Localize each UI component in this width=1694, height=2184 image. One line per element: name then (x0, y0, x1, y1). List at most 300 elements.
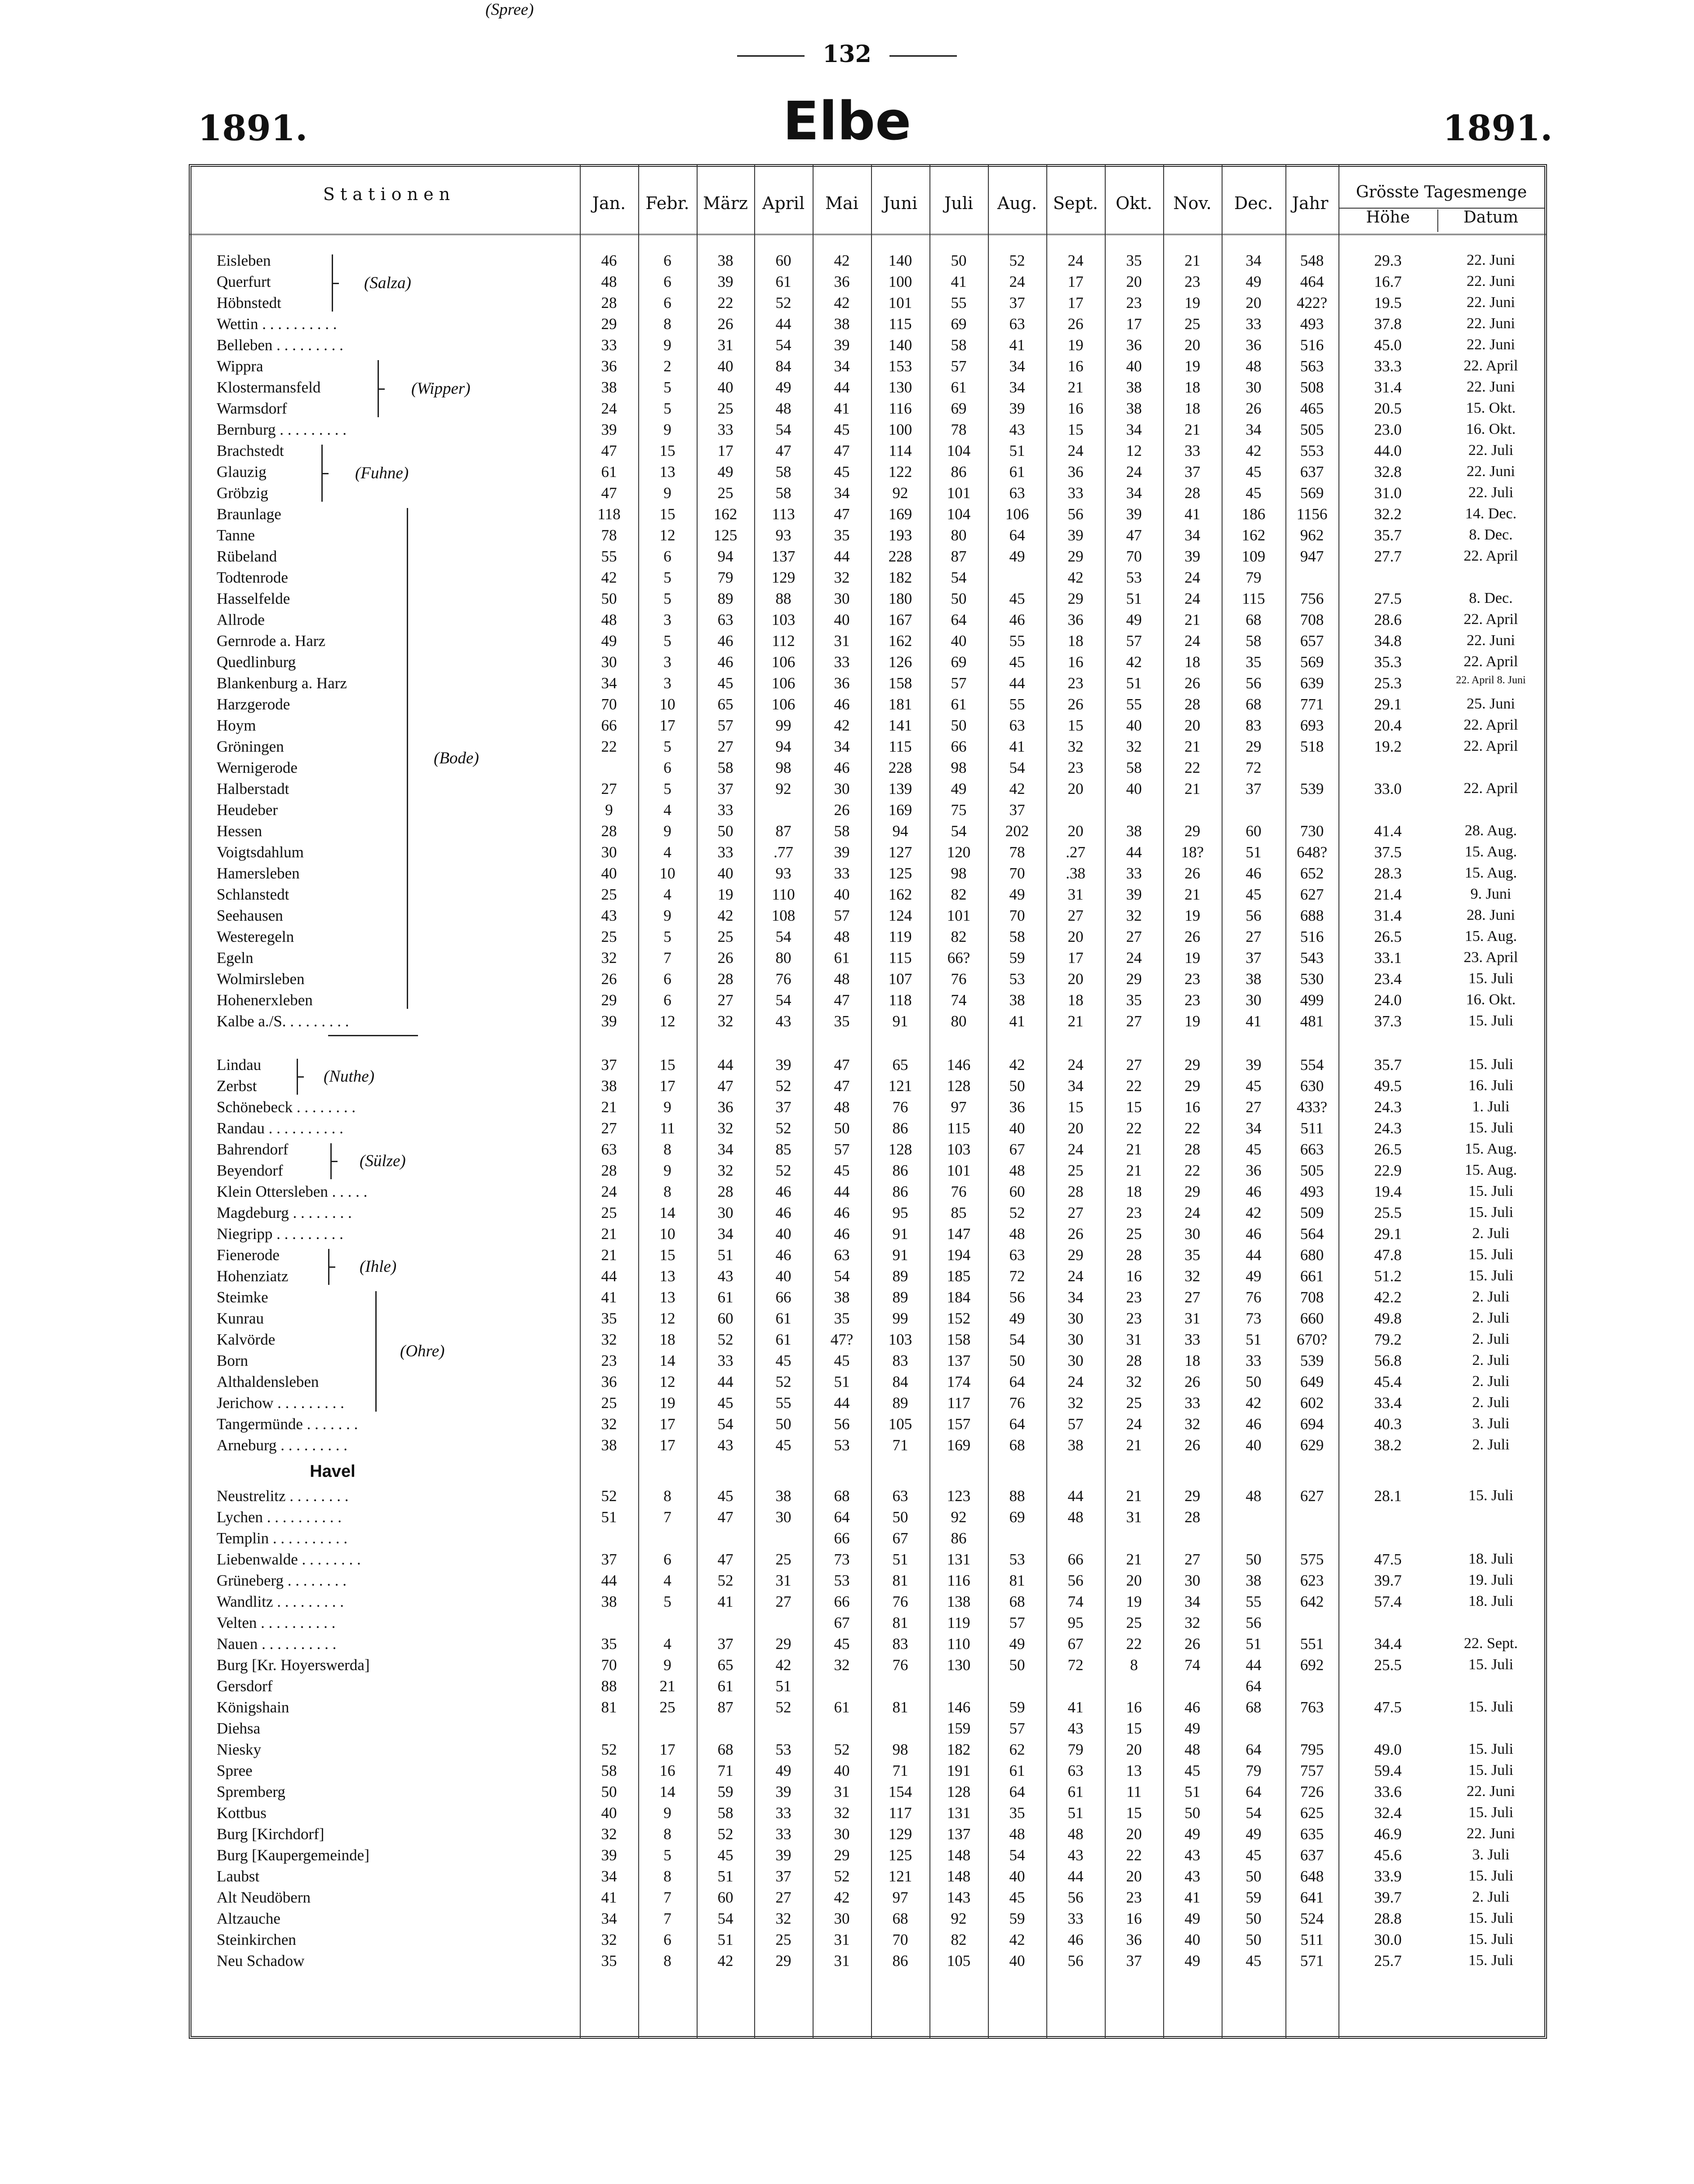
monthly-value: 21 (601, 1246, 617, 1264)
table-row (0, 695, 1694, 717)
max-date: 22. April (1463, 357, 1518, 374)
monthly-value: 17 (1126, 315, 1142, 333)
monthly-value: 46 (834, 695, 850, 713)
monthly-value: 42 (601, 569, 617, 586)
table-row (0, 1804, 1694, 1825)
monthly-value: 30 (775, 1508, 791, 1526)
monthly-value: 53 (1009, 970, 1025, 988)
monthly-value: 59 (1009, 949, 1025, 967)
station-name: Steinkirchen (217, 1931, 296, 1948)
max-date: 15. Aug. (1464, 928, 1517, 945)
monthly-value: 50 (601, 1783, 617, 1801)
monthly-value: 29 (1245, 738, 1262, 755)
monthly-value: 17 (659, 1741, 676, 1758)
monthly-value: 32 (601, 1931, 617, 1948)
monthly-value: 25 (1126, 1614, 1142, 1631)
monthly-value: 21 (1184, 886, 1200, 903)
station-name: Klostermansfeld (217, 379, 321, 396)
station-name: Gernrode a. Harz (217, 632, 325, 650)
monthly-value: 89 (892, 1288, 908, 1306)
monthly-value: 41 (717, 1593, 734, 1610)
monthly-value: 39 (834, 843, 850, 861)
monthly-value: 44 (1126, 843, 1142, 861)
monthly-value: 103 (888, 1331, 912, 1348)
table-row (0, 294, 1694, 315)
max-height: 39.7 (1374, 1889, 1402, 1906)
monthly-value: 4 (663, 886, 671, 903)
monthly-value: 49 (1184, 1825, 1200, 1843)
monthly-value: 42 (717, 907, 734, 924)
monthly-value: 5 (663, 379, 671, 396)
monthly-value: 44 (1067, 1868, 1084, 1885)
monthly-value: 146 (947, 1698, 971, 1716)
max-height: 30.0 (1374, 1931, 1402, 1948)
monthly-value: 86 (892, 1183, 908, 1200)
monthly-value: 10 (659, 865, 676, 882)
monthly-value: 30 (1245, 991, 1262, 1009)
monthly-value: 82 (951, 928, 967, 945)
monthly-value: 78 (951, 421, 967, 438)
monthly-value: 123 (947, 1487, 971, 1505)
monthly-value: 5 (663, 590, 671, 607)
max-date: 15. Juli (1468, 1931, 1514, 1948)
table-row (0, 590, 1694, 611)
monthly-value: 93 (775, 526, 791, 544)
monthly-value: 35 (1009, 1804, 1025, 1822)
max-date: 22. Juni (1467, 1783, 1515, 1800)
monthly-value: 98 (892, 1741, 908, 1758)
monthly-value: 25 (1126, 1225, 1142, 1243)
monthly-value: 25 (1126, 1394, 1142, 1412)
monthly-value: 32 (1184, 1267, 1200, 1285)
monthly-value: 25 (601, 1204, 617, 1221)
monthly-value: 17 (1067, 273, 1084, 290)
max-height: 37.5 (1374, 843, 1402, 861)
annual-total: 648? (1296, 843, 1328, 861)
monthly-value: 50 (1184, 1804, 1200, 1822)
monthly-value: 6 (663, 970, 671, 988)
monthly-value: 50 (601, 590, 617, 607)
max-height: 28.3 (1374, 865, 1402, 882)
monthly-value: 32 (1184, 1614, 1200, 1631)
station-name: Niegripp . . . . . . . . . (217, 1225, 343, 1243)
annual-total: 649 (1300, 1373, 1324, 1391)
table-row (0, 1487, 1694, 1508)
table-row (0, 653, 1694, 674)
monthly-value: 72 (1067, 1656, 1084, 1674)
monthly-value: 34 (1245, 252, 1262, 269)
monthly-value: 40 (1184, 1931, 1200, 1948)
max-height: 23.4 (1374, 970, 1402, 988)
monthly-value: 33 (1184, 442, 1200, 459)
monthly-value: 80 (951, 526, 967, 544)
monthly-value: 26 (1184, 1436, 1200, 1454)
header-month: Juli (944, 193, 973, 213)
table-row (0, 357, 1694, 379)
max-date: 22. April (1463, 611, 1518, 628)
table-row (0, 1846, 1694, 1868)
monthly-value: 33 (717, 421, 734, 438)
monthly-value: 56 (1067, 1889, 1084, 1906)
monthly-value: 27 (1067, 1204, 1084, 1221)
monthly-value: 18 (1067, 632, 1084, 650)
monthly-value: 34 (1245, 421, 1262, 438)
monthly-value: 46 (717, 632, 734, 650)
monthly-value: 107 (888, 970, 912, 988)
monthly-value: 8 (663, 1141, 671, 1158)
monthly-value: 22 (717, 294, 734, 312)
monthly-value: 58 (717, 1804, 734, 1822)
monthly-value: 21 (659, 1677, 676, 1695)
monthly-value: 40 (1126, 780, 1142, 798)
section-divider (328, 1035, 418, 1036)
monthly-value: 30 (1067, 1331, 1084, 1348)
monthly-value: 56 (834, 1415, 850, 1433)
monthly-value: 21 (1126, 1551, 1142, 1568)
monthly-value: 54 (775, 336, 791, 354)
monthly-value: 61 (775, 1310, 791, 1327)
monthly-value: 34 (1184, 1593, 1200, 1610)
monthly-value: 34 (1245, 1119, 1262, 1137)
max-date: 22. Juni (1467, 379, 1515, 395)
monthly-value: 61 (1067, 1783, 1084, 1801)
monthly-value: 19 (1067, 336, 1084, 354)
monthly-value: 15 (659, 1056, 676, 1074)
monthly-value: 26 (1184, 1373, 1200, 1391)
max-date: 15. Juli (1468, 1183, 1514, 1199)
monthly-value: 61 (775, 1331, 791, 1348)
monthly-value: 63 (1009, 484, 1025, 502)
monthly-value: 101 (947, 907, 971, 924)
table-row (0, 1635, 1694, 1656)
max-date: 15. Juli (1468, 1762, 1514, 1778)
monthly-value: .77 (774, 843, 793, 861)
annual-total: 763 (1300, 1698, 1324, 1716)
monthly-value: 45 (1184, 1762, 1200, 1779)
monthly-value: 33 (834, 865, 850, 882)
max-height: 20.4 (1374, 717, 1402, 734)
station-name: Kunrau (217, 1310, 264, 1327)
monthly-value: 115 (889, 315, 912, 333)
max-date: 1. Juli (1472, 1098, 1510, 1115)
monthly-value: 39 (1009, 400, 1025, 417)
monthly-value: 60 (1245, 822, 1262, 840)
table-row (0, 1141, 1694, 1162)
monthly-value: 104 (947, 505, 971, 523)
monthly-value: 52 (1009, 1204, 1025, 1221)
monthly-value: 40 (1009, 1119, 1025, 1137)
monthly-value: 45 (1245, 886, 1262, 903)
monthly-value: 41 (1245, 1012, 1262, 1030)
annual-total: 465 (1300, 400, 1324, 417)
monthly-value: 117 (947, 1394, 970, 1412)
monthly-value: 101 (947, 1162, 971, 1179)
monthly-value: 162 (713, 505, 738, 523)
monthly-value: 119 (889, 928, 912, 945)
monthly-value: 39 (1184, 548, 1200, 565)
monthly-value: 106 (771, 653, 796, 671)
monthly-value: 4 (663, 843, 671, 861)
monthly-value: 47 (717, 1077, 734, 1095)
header-stationen: S t a t i o n e n (323, 184, 450, 204)
monthly-value: 52 (775, 294, 791, 312)
monthly-value: 29 (1067, 548, 1084, 565)
annual-total: 726 (1300, 1783, 1324, 1801)
max-height: 23.0 (1374, 421, 1402, 438)
max-date: 2. Juli (1472, 1352, 1510, 1368)
table-row (0, 1931, 1694, 1952)
monthly-value: 49 (1245, 273, 1262, 290)
monthly-value: 10 (659, 1225, 676, 1243)
max-date: 2. Juli (1472, 1436, 1510, 1453)
monthly-value: 6 (663, 252, 671, 269)
monthly-value: 42 (1009, 1931, 1025, 1948)
monthly-value: 74 (1184, 1656, 1200, 1674)
monthly-value: 33 (1184, 1394, 1200, 1412)
monthly-value: 64 (951, 611, 967, 628)
monthly-value: 76 (892, 1593, 908, 1610)
monthly-value: 37 (775, 1868, 791, 1885)
monthly-value: 35 (1245, 653, 1262, 671)
monthly-value: 15 (1126, 1804, 1142, 1822)
monthly-value: 36 (1126, 336, 1142, 354)
monthly-value: 25 (717, 484, 734, 502)
max-date: 22. April (1463, 548, 1518, 564)
table-row (0, 907, 1694, 928)
monthly-value: 21 (1184, 252, 1200, 269)
monthly-value: 86 (892, 1952, 908, 1970)
annual-total: 771 (1300, 695, 1324, 713)
monthly-value: 49 (1009, 886, 1025, 903)
monthly-value: 52 (601, 1741, 617, 1758)
monthly-value: 43 (775, 1012, 791, 1030)
monthly-value: 29 (834, 1846, 850, 1864)
monthly-value: 38 (601, 1593, 617, 1610)
monthly-value: 146 (947, 1056, 971, 1074)
station-name: Templin . . . . . . . . . . (217, 1529, 348, 1547)
monthly-value: 33 (1245, 1352, 1262, 1369)
group-label: (Nuthe) (324, 1067, 375, 1086)
group-label: (Ohre) (400, 1342, 445, 1360)
monthly-value: 41 (834, 400, 850, 417)
monthly-value: 92 (951, 1910, 967, 1927)
monthly-value: 28 (717, 970, 734, 988)
monthly-value: 52 (717, 1572, 734, 1589)
monthly-value: 129 (771, 569, 796, 586)
monthly-value: 52 (834, 1741, 850, 1758)
monthly-value: 45 (1009, 1889, 1025, 1906)
monthly-value: 12 (659, 526, 676, 544)
monthly-value: 40 (1009, 1868, 1025, 1885)
station-name: Braunlage (217, 505, 281, 523)
monthly-value: 84 (892, 1373, 908, 1391)
station-name: Gröningen (217, 738, 284, 755)
monthly-value: 9 (663, 822, 671, 840)
max-date: 23. April (1463, 949, 1518, 966)
monthly-value: 99 (892, 1310, 908, 1327)
table-row (0, 1868, 1694, 1889)
monthly-value: 47 (834, 505, 850, 523)
monthly-value: 106 (1005, 505, 1029, 523)
monthly-value: 5 (663, 928, 671, 945)
monthly-value: 26 (834, 801, 850, 819)
monthly-value: 44 (1009, 674, 1025, 692)
monthly-value: 68 (1245, 1698, 1262, 1716)
monthly-value: 22 (601, 738, 617, 755)
group-brace (329, 1266, 335, 1268)
monthly-value: 9 (663, 484, 671, 502)
monthly-value: 84 (775, 357, 791, 375)
max-date: 15. Juli (1468, 1804, 1514, 1821)
monthly-value: 21 (1126, 1141, 1142, 1158)
monthly-value: 128 (947, 1783, 971, 1801)
monthly-value: 8 (1130, 1656, 1138, 1674)
monthly-value: 36 (834, 273, 850, 290)
monthly-value: 40 (717, 379, 734, 396)
monthly-value: 40 (834, 1762, 850, 1779)
max-height: 49.8 (1374, 1310, 1402, 1327)
monthly-value: 31 (834, 1783, 850, 1801)
monthly-value: 63 (717, 611, 734, 628)
monthly-value: 48 (601, 273, 617, 290)
max-date: 28. Juni (1467, 907, 1515, 923)
monthly-value: 27 (1126, 928, 1142, 945)
monthly-value: 12 (1126, 442, 1142, 459)
monthly-value: 25 (717, 400, 734, 417)
monthly-value: 34 (717, 1141, 734, 1158)
monthly-value: 67 (1009, 1141, 1025, 1158)
table-row (0, 1741, 1694, 1762)
monthly-value: 59 (1245, 1889, 1262, 1906)
monthly-value: 21 (1184, 421, 1200, 438)
monthly-value: 24 (1067, 1056, 1084, 1074)
monthly-value: 24 (1126, 949, 1142, 967)
monthly-value: 154 (888, 1783, 912, 1801)
monthly-value: 116 (889, 400, 912, 417)
monthly-value: 158 (947, 1331, 971, 1348)
header-max-title: Grösste Tagesmenge (1356, 183, 1527, 201)
annual-total: 509 (1300, 1204, 1324, 1221)
monthly-value: 16 (1126, 1698, 1142, 1716)
monthly-value: 29 (1126, 970, 1142, 988)
monthly-value: 60 (717, 1889, 734, 1906)
monthly-value: 122 (888, 463, 912, 481)
monthly-value: 53 (1009, 1551, 1025, 1568)
monthly-value: 117 (889, 1804, 912, 1822)
monthly-value: 28 (717, 1183, 734, 1200)
header-month: Jan. (592, 193, 626, 213)
monthly-value: 54 (775, 421, 791, 438)
monthly-value: 92 (775, 780, 791, 798)
monthly-value: 58 (775, 463, 791, 481)
monthly-value: 47 (834, 991, 850, 1009)
monthly-value: 54 (1245, 1804, 1262, 1822)
monthly-value: 46 (1245, 1415, 1262, 1433)
monthly-value: 36 (1067, 611, 1084, 628)
monthly-value: 50 (951, 252, 967, 269)
monthly-value: 54 (717, 1415, 734, 1433)
monthly-value: 79 (1245, 1762, 1262, 1779)
max-height: 47.5 (1374, 1698, 1402, 1716)
group-label: (Sülze) (360, 1152, 406, 1170)
monthly-value: 34 (601, 1910, 617, 1927)
table-row (0, 611, 1694, 632)
monthly-value: 54 (951, 569, 967, 586)
monthly-value: 21 (1126, 1436, 1142, 1454)
annual-total: 652 (1300, 865, 1324, 882)
monthly-value: 47 (1126, 526, 1142, 544)
monthly-value: 32 (601, 1331, 617, 1348)
max-date: 2. Juli (1472, 1288, 1510, 1305)
monthly-value: 46 (1184, 1698, 1200, 1716)
monthly-value: 121 (888, 1868, 912, 1885)
max-height: 33.6 (1374, 1783, 1402, 1801)
annual-total: 642 (1300, 1593, 1324, 1610)
table-row (0, 252, 1694, 273)
monthly-value: 108 (771, 907, 796, 924)
max-date: 14. Dec. (1465, 505, 1517, 522)
station-name: Hohenerxleben (217, 991, 313, 1009)
max-height: 27.5 (1374, 590, 1402, 607)
station-name: Burg [Kr. Hoyerswerda] (217, 1656, 370, 1674)
table-row (0, 548, 1694, 569)
max-date: 22. Sept. (1464, 1635, 1518, 1652)
annual-total: 680 (1300, 1246, 1324, 1264)
monthly-value: 27 (1184, 1288, 1200, 1306)
table-row (0, 1394, 1694, 1415)
monthly-value: 61 (1009, 1762, 1025, 1779)
monthly-value: 7 (663, 1508, 671, 1526)
monthly-value: 47 (717, 1551, 734, 1568)
monthly-value: 45 (1245, 463, 1262, 481)
station-name: Höbnstedt (217, 294, 281, 312)
monthly-value: 169 (888, 801, 912, 819)
max-height: 28.1 (1374, 1487, 1402, 1505)
monthly-value: 21 (1184, 780, 1200, 798)
monthly-value: 25 (659, 1698, 676, 1716)
monthly-value: 45 (775, 1436, 791, 1454)
monthly-value: 5 (663, 569, 671, 586)
monthly-value: 99 (775, 717, 791, 734)
monthly-value: 153 (888, 357, 912, 375)
monthly-value: 54 (1009, 1331, 1025, 1348)
monthly-value: 86 (892, 1119, 908, 1137)
annual-total: 1156 (1296, 505, 1328, 523)
table-row (0, 1572, 1694, 1593)
max-height: 33.3 (1374, 357, 1402, 375)
max-height: 26.5 (1374, 1141, 1402, 1158)
station-name: Glauzig (217, 463, 267, 481)
monthly-value: 20 (1184, 336, 1200, 354)
annual-total: 539 (1300, 1352, 1324, 1369)
monthly-value: 33 (1245, 315, 1262, 333)
monthly-value: 32 (1126, 907, 1142, 924)
monthly-value: 44 (834, 1394, 850, 1412)
monthly-value: 180 (888, 590, 912, 607)
header-month: April (762, 193, 805, 213)
monthly-value: 14 (659, 1352, 676, 1369)
table-row (0, 949, 1694, 970)
monthly-value: 19 (1184, 294, 1200, 312)
monthly-value: 27 (1067, 907, 1084, 924)
monthly-value: 86 (951, 1529, 967, 1547)
monthly-value: 33 (717, 1352, 734, 1369)
header-datum: Datum (1463, 208, 1519, 227)
annual-total: 569 (1300, 484, 1324, 502)
max-date: 22. Juni (1467, 273, 1515, 290)
monthly-value: 98 (951, 865, 967, 882)
monthly-value: 45 (1245, 1077, 1262, 1095)
